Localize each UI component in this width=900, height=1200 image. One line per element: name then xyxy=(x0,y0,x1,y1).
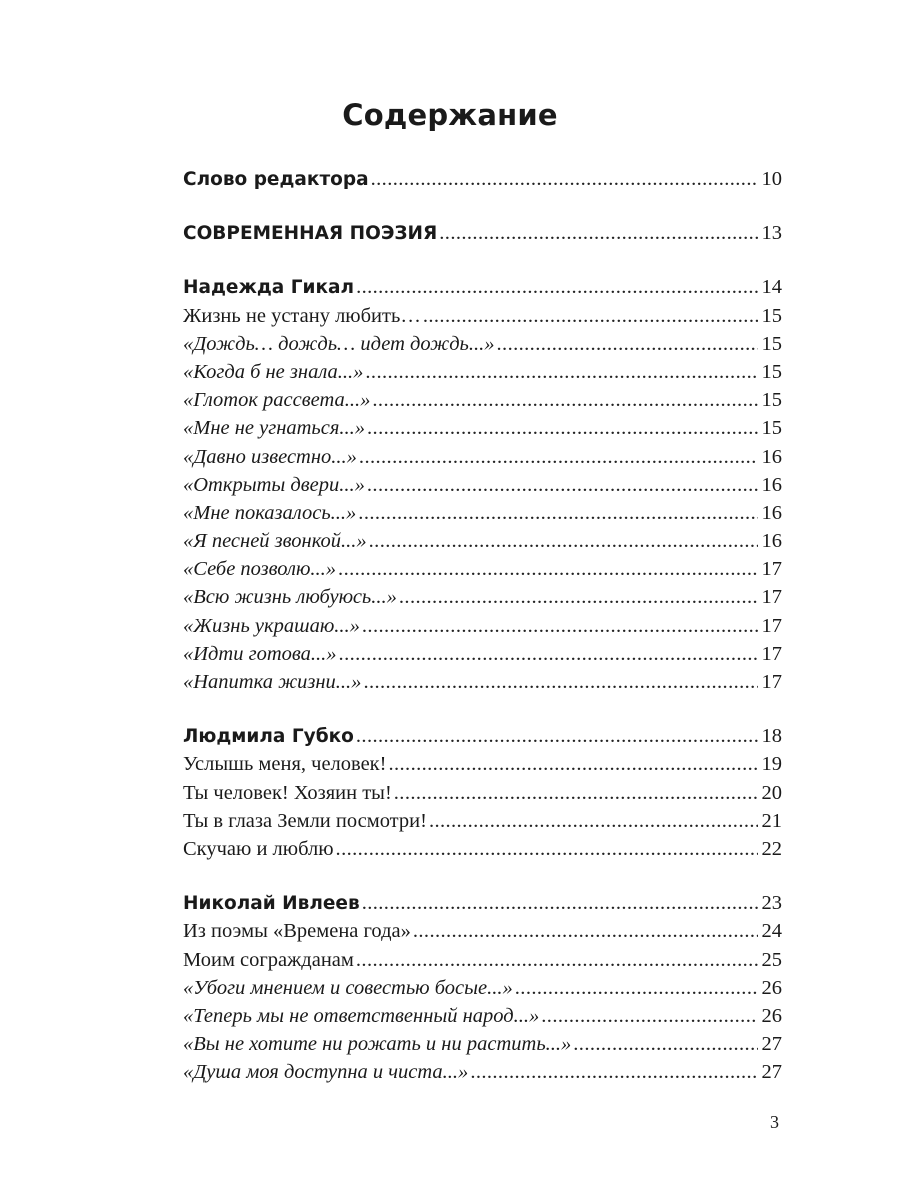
toc-heading-entry xyxy=(183,889,782,917)
toc-entry-title: Надежда Гикал xyxy=(183,277,355,299)
toc-entry-title: «Жизнь украшаю...» xyxy=(183,614,360,637)
toc-entry-page: 17 xyxy=(761,671,782,693)
toc-entry-page: 27 xyxy=(761,1061,782,1084)
dot-leader xyxy=(423,302,758,330)
toc-entry-page: 21 xyxy=(761,809,782,832)
dot-leader xyxy=(362,889,758,917)
toc-entry-title: «Дождь… дождь… идет дождь...» xyxy=(183,332,495,355)
toc-entry xyxy=(183,750,782,778)
toc-entry xyxy=(183,835,782,863)
dot-leader xyxy=(371,165,758,193)
dot-leader xyxy=(367,414,757,442)
dot-leader xyxy=(358,499,757,527)
dot-leader xyxy=(339,640,758,668)
toc-entry xyxy=(183,499,782,527)
dot-leader xyxy=(399,583,758,611)
toc-entry-page: 13 xyxy=(761,222,782,245)
toc-entry-title: Ты в глаза Земли посмотри! xyxy=(183,809,427,832)
toc-entry-title: «Давно известно...» xyxy=(183,445,357,468)
toc-entry-page: 15 xyxy=(761,304,782,327)
toc-heading-entry xyxy=(183,165,782,193)
toc-heading-entry xyxy=(183,219,782,247)
dot-leader xyxy=(356,722,758,750)
dot-leader xyxy=(356,273,757,301)
toc-entry-title: СОВРЕМЕННАЯ ПОЭЗИЯ xyxy=(183,223,438,245)
dot-leader xyxy=(362,612,758,640)
toc-entry-title: «Вы не хотите ни рожать и ни растить...» xyxy=(183,1033,572,1056)
toc-entry xyxy=(183,1058,782,1086)
toc-heading-entry xyxy=(183,722,782,750)
dot-leader xyxy=(541,1002,757,1030)
toc-entry-page: 25 xyxy=(761,948,782,971)
dot-leader xyxy=(429,807,758,835)
dot-leader xyxy=(413,917,758,945)
toc-entry xyxy=(183,779,782,807)
toc-entry-page: 18 xyxy=(761,725,782,748)
dot-leader xyxy=(497,330,758,358)
dot-leader xyxy=(365,358,757,386)
toc-section xyxy=(183,273,782,696)
toc-entry xyxy=(183,974,782,1002)
toc-section xyxy=(183,219,782,247)
toc-entry xyxy=(183,612,782,640)
toc-entry-page: 14 xyxy=(761,276,782,299)
dot-leader xyxy=(367,471,758,499)
toc-entry-title: «Себе позволю...» xyxy=(183,558,337,581)
dot-leader xyxy=(356,946,758,974)
toc-entry-title: «Глоток рассвета...» xyxy=(183,389,371,412)
toc-entry-page: 22 xyxy=(761,837,782,860)
toc-entry-page: 10 xyxy=(761,168,782,190)
toc-entry xyxy=(183,302,782,330)
toc-entry-title: Услышь меня, человек! xyxy=(183,753,387,776)
toc-entry-page: 16 xyxy=(761,501,782,524)
dot-leader xyxy=(573,1030,757,1058)
toc-section xyxy=(183,889,782,1086)
toc-entry xyxy=(183,1002,782,1030)
toc-entry-page: 15 xyxy=(761,389,782,412)
page-title: Содержание xyxy=(342,98,558,132)
toc-entry-page: 19 xyxy=(761,753,782,776)
dot-leader xyxy=(363,668,757,696)
toc-entry-page: 17 xyxy=(761,558,782,581)
dot-leader xyxy=(369,527,758,555)
toc-entry xyxy=(183,443,782,471)
toc-entry xyxy=(183,555,782,583)
toc-entry-page: 24 xyxy=(761,920,782,943)
toc-entry xyxy=(183,807,782,835)
toc-entry-page: 26 xyxy=(761,1004,782,1027)
page-number: 3 xyxy=(770,1112,779,1132)
toc-entry xyxy=(183,917,782,945)
toc-entry xyxy=(183,330,782,358)
toc-entry-page: 17 xyxy=(761,614,782,637)
toc-entry-title: Николай Ивлеев xyxy=(183,893,360,915)
toc-entry-title: «Мне показалось...» xyxy=(183,501,357,524)
toc-entry-title: Скучаю и люблю xyxy=(183,837,334,860)
toc-entry-page: 15 xyxy=(761,332,782,355)
toc-entry-title: «Убоги мнением и совестью босые...» xyxy=(183,976,513,999)
toc-entry-page: 20 xyxy=(761,781,782,804)
toc-entry-title: Ты человек! Хозяин ты! xyxy=(183,781,392,804)
dot-leader xyxy=(388,750,757,778)
toc-entry-title: Жизнь не устану любить… xyxy=(183,304,421,327)
toc-entry-title: Слово редактора xyxy=(183,169,369,190)
toc-entry xyxy=(183,386,782,414)
toc-entry-page: 17 xyxy=(761,586,782,609)
toc-entry xyxy=(183,946,782,974)
dot-leader xyxy=(336,835,758,863)
dot-leader xyxy=(372,386,757,414)
toc-entry-title: «Теперь мы не ответственный народ...» xyxy=(183,1004,540,1027)
toc-entry xyxy=(183,471,782,499)
dot-leader xyxy=(338,555,757,583)
toc-entry-title: «Открыты двери...» xyxy=(183,473,365,496)
dot-leader xyxy=(439,219,757,247)
toc-entry xyxy=(183,358,782,386)
toc-entry-page: 16 xyxy=(761,445,782,468)
toc-entry-title: «Всю жизнь любуюсь...» xyxy=(183,586,397,609)
toc-entry-title: «Напитка жизни...» xyxy=(183,671,362,693)
dot-leader xyxy=(394,779,758,807)
toc-entry-title: «Мне не угнаться...» xyxy=(183,417,366,440)
toc-section xyxy=(183,722,782,863)
dot-leader xyxy=(470,1058,757,1086)
toc-entry-title: Из поэмы «Времена года» xyxy=(183,920,411,943)
toc-section xyxy=(183,165,782,193)
toc-entry-page: 16 xyxy=(761,473,782,496)
toc-entry xyxy=(183,414,782,442)
toc-entry xyxy=(183,668,782,696)
dot-leader xyxy=(359,443,758,471)
toc-entry-page: 15 xyxy=(761,417,782,440)
toc-entry-page: 17 xyxy=(761,642,782,665)
toc-entry-page: 26 xyxy=(761,976,782,999)
dot-leader xyxy=(515,974,758,1002)
toc-entry xyxy=(183,583,782,611)
toc-entry-title: Людмила Губко xyxy=(183,726,354,748)
toc-entry-page: 27 xyxy=(761,1033,782,1056)
toc-entry-title: «Я песней звонкой...» xyxy=(183,530,367,553)
toc-entry-title: «Когда б не знала...» xyxy=(183,360,364,383)
toc-entry-title: «Идти готова...» xyxy=(183,642,337,665)
toc-entry-title: «Душа моя доступна и чиста...» xyxy=(183,1061,469,1084)
toc-heading-entry xyxy=(183,273,782,301)
table-of-contents xyxy=(183,165,782,1112)
toc-entry-page: 23 xyxy=(761,892,782,915)
toc-entry-page: 15 xyxy=(761,360,782,383)
toc-entry xyxy=(183,640,782,668)
toc-entry xyxy=(183,1030,782,1058)
toc-entry-title: Моим согражданам xyxy=(183,948,354,971)
toc-entry xyxy=(183,527,782,555)
toc-entry-page: 16 xyxy=(761,530,782,553)
